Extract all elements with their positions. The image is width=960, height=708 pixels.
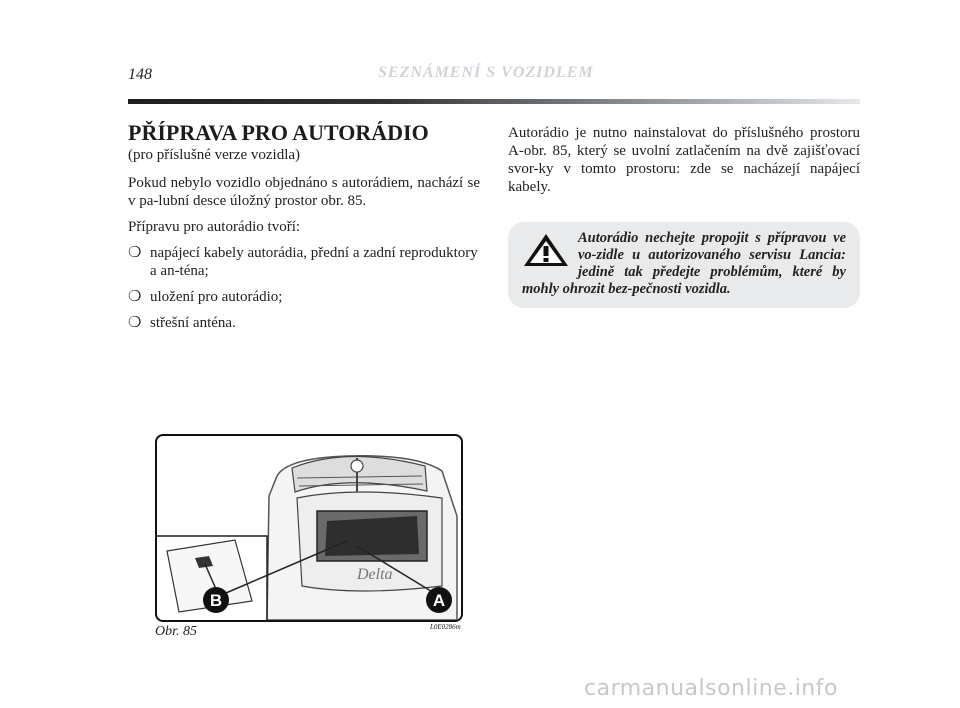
figure-caption: Obr. 85 xyxy=(155,624,198,639)
list-intro: Přípravu pro autorádio tvoří: xyxy=(128,219,301,235)
figure-radio-compartment xyxy=(155,434,463,622)
label-b: B xyxy=(209,591,223,610)
bullet-icon: ❍ xyxy=(128,289,142,305)
bullet-icon: ❍ xyxy=(128,245,142,261)
right-column xyxy=(508,124,860,308)
running-head: SEZNÁMENÍ S VOZIDLEM xyxy=(378,64,594,81)
delta-logo-text: Delta xyxy=(357,566,393,583)
warning-box xyxy=(508,222,860,308)
figure-code: L0E0286m xyxy=(430,623,461,631)
list-item-text: uložení pro autorádio; xyxy=(150,289,283,305)
header-rule xyxy=(128,99,860,104)
list-item xyxy=(128,288,480,306)
warning-triangle-icon xyxy=(522,232,570,268)
section-subtitle: (pro příslušné verze vozidla) xyxy=(128,147,301,163)
component-list xyxy=(128,244,480,332)
list-item xyxy=(128,314,480,332)
label-a: A xyxy=(432,591,446,610)
list-item-text: střešní anténa. xyxy=(150,315,236,331)
watermark: carmanualsonline.info xyxy=(584,676,838,701)
bullet-icon: ❍ xyxy=(128,315,142,331)
left-column xyxy=(128,120,480,340)
section-title: PŘÍPRAVA PRO AUTORÁDIO xyxy=(128,120,429,145)
page-number: 148 xyxy=(128,66,152,83)
intro-paragraph: Pokud nebylo vozidlo objednáno s autorádiem, nachází se v pa-lubní desce úložný prostor obr. 85. xyxy=(128,175,480,209)
warning-text: Autorádio nechejte propojit s přípravou ve vo-zidle u autorizovaného servisu Lancia: jedině tak předejte problémům, které by mohly ohrozit bez-pečnosti vozidla. xyxy=(522,230,846,297)
list-item-text: napájecí kabely autorádia, přední a zadní reproduktory a an-téna; xyxy=(150,245,478,279)
list-item xyxy=(128,244,480,280)
install-paragraph: Autorádio je nutno nainstalovat do příslušného prostoru A-obr. 85, který se uvolní zatlačením na dvě zajišťovací svor-ky v tomto prostoru: zde se nacházejí napájecí kabely. xyxy=(508,125,860,195)
